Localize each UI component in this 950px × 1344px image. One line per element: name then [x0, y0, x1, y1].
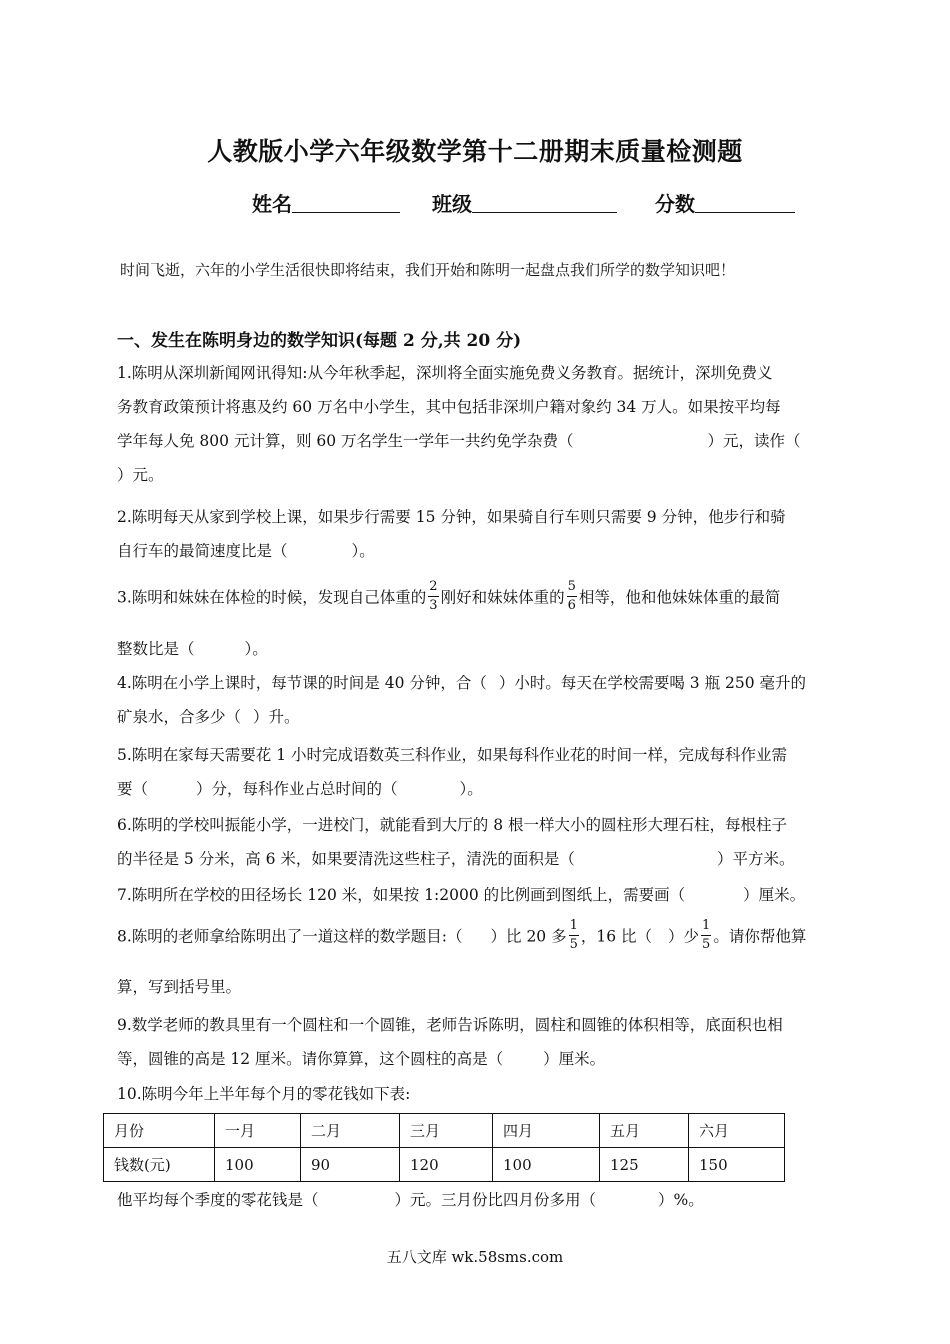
fraction-numerator: 2 — [428, 578, 438, 597]
fraction-denominator: 5 — [702, 937, 711, 952]
score-label: 分数 — [655, 192, 695, 216]
q3-text-e: ）。 — [244, 640, 268, 658]
question-7-line-1 — [117, 878, 839, 912]
table-cell: 三月 — [400, 1114, 493, 1148]
q9-text-b: ）厘米。 — [543, 1050, 606, 1068]
table-cell: 90 — [301, 1148, 400, 1182]
q4-text-a: 4.陈明在小学上课时，每节课的时间是 40 分钟，合（ — [117, 674, 487, 692]
class-blank — [472, 192, 617, 213]
q6-text-b: ）平方米。 — [716, 850, 795, 868]
question-5-line-1: 5.陈明在家每天需要花 1 小时完成语数英三科作业，如果每科作业花的时间一样，完成每科作业需 — [117, 746, 788, 764]
fraction-five-sixths — [567, 578, 577, 615]
q2-text-b: ）。 — [351, 542, 375, 560]
fraction-numerator: 1 — [569, 917, 579, 936]
fraction-one-fifth — [701, 917, 711, 954]
q5-text-b: ）分，每科作业占总时间的（ — [196, 780, 398, 798]
q5-text-c: ）。 — [459, 780, 483, 798]
question-10-line-1: 10.陈明今年上半年每个月的零花钱如下表: — [117, 1085, 411, 1103]
allowance-table — [103, 1113, 785, 1182]
question-3 — [117, 580, 839, 664]
table-cell: 钱数(元) — [104, 1148, 215, 1182]
class-field — [432, 188, 617, 217]
q10-text-a: 他平均每个季度的零花钱是（ — [117, 1191, 319, 1209]
question-4 — [117, 666, 839, 734]
fraction-numerator: 5 — [567, 578, 577, 597]
question-7 — [117, 878, 839, 912]
table-cell: 一月 — [215, 1114, 301, 1148]
question-6 — [117, 808, 839, 876]
question-8 — [117, 919, 839, 1002]
table-cell: 120 — [400, 1148, 493, 1182]
table-cell: 六月 — [689, 1114, 785, 1148]
question-1-line-4: ）元。 — [117, 466, 164, 484]
q6-text-a: 的半径是 5 分米，高 6 米，如果要清洗这些柱子，清洗的面积是（ — [117, 850, 575, 868]
q4-text-b: ）小时。每天在学校需要喝 3 瓶 250 毫升的 — [498, 674, 807, 692]
q10-text-b: ）元。三月份比四月份多用（ — [394, 1191, 597, 1209]
table-cell: 100 — [493, 1148, 600, 1182]
q10-text-c: ）%。 — [658, 1191, 704, 1209]
question-4-line-2 — [117, 700, 839, 734]
name-field — [252, 188, 400, 217]
question-9 — [117, 1008, 839, 1076]
question-8-line-1 — [117, 919, 839, 956]
question-6-line-1: 6.陈明的学校叫振能小学，一进校门，就能看到大厅的 8 根一样大小的圆柱形大理石柱，每根柱子 — [117, 816, 788, 834]
q7-text-b: ）厘米。 — [743, 886, 806, 904]
table-cell: 二月 — [301, 1114, 400, 1148]
question-2-line-2 — [117, 534, 839, 568]
intro-text: 时间飞逝，六年的小学生活很快即将结束，我们开始和陈明一起盘点我们所学的数学知识吧！ — [120, 261, 736, 279]
q1-text-b: ）元，读作（ — [707, 432, 801, 450]
question-3-line-2 — [117, 634, 839, 664]
question-2 — [117, 500, 839, 568]
q8-text-d: ）少 — [668, 927, 700, 946]
q5-text-a: 要（ — [117, 780, 149, 798]
score-field — [655, 188, 795, 217]
q9-text-a: 等，圆锥的高是 12 厘米。请你算算，这个圆柱的高是（ — [117, 1050, 504, 1068]
question-5-line-2 — [117, 772, 839, 806]
table-row — [104, 1148, 785, 1182]
q8-text-b: ）比 20 多 — [490, 927, 567, 946]
score-blank — [695, 192, 795, 213]
q8-text-a: 8.陈明的老师拿给陈明出了一道这样的数学题目:（ — [117, 927, 463, 946]
q8-text-c: ，16 比（ — [580, 927, 653, 946]
question-5 — [117, 738, 839, 806]
class-label: 班级 — [432, 192, 472, 216]
name-label: 姓名 — [252, 192, 292, 216]
footer-watermark: 五八文库 wk.58sms.com — [386, 1248, 564, 1266]
question-9-line-1: 9.数学老师的教具里有一个圆柱和一个圆锥，老师告诉陈明，圆柱和圆锥的体积相等，底面积也相 — [117, 1016, 783, 1034]
q3-text-c: 相等，他和他妹妹体重的最简 — [578, 588, 781, 607]
q1-text-a: 学年每人免 800 元计算，则 60 万名学生一学年一共约免学杂费（ — [117, 432, 574, 450]
table-cell: 125 — [600, 1148, 689, 1182]
table-cell: 四月 — [493, 1114, 600, 1148]
question-8-line-2: 算，写到括号里。 — [117, 978, 242, 996]
table-cell: 100 — [215, 1148, 301, 1182]
q4-text-c: 矿泉水，合多少（ — [117, 708, 242, 726]
q3-text-d: 整数比是（ — [117, 640, 195, 658]
q3-text-a: 3.陈明和妹妹在体检的时候，发现自己体重的 — [117, 588, 427, 607]
q7-text-a: 7.陈明所在学校的田径场长 120 米，如果按 1:2000 的比例画到图纸上，需要画（ — [117, 886, 686, 904]
question-1-line-2: 务教育政策预计将惠及约 60 万名中小学生，其中包括非深圳户籍对象约 34 万人。如果按平均每 — [117, 398, 781, 416]
fraction-two-thirds — [428, 578, 438, 615]
q8-text-e: 。请你帮他算 — [713, 927, 807, 946]
fraction-numerator: 1 — [701, 917, 711, 936]
table-cell: 150 — [689, 1148, 785, 1182]
fraction-denominator: 3 — [429, 598, 438, 613]
question-4-line-1 — [117, 666, 839, 700]
question-1 — [117, 356, 839, 492]
fraction-denominator: 5 — [569, 937, 578, 952]
table-cell: 五月 — [600, 1114, 689, 1148]
q3-text-b: 刚好和妹妹体重的 — [440, 588, 565, 607]
question-3-line-1 — [117, 580, 839, 617]
question-9-line-2 — [117, 1042, 839, 1076]
question-6-line-2 — [117, 842, 839, 876]
question-2-line-1: 2.陈明每天从家到学校上课，如果步行需要 15 分钟，如果骑自行车则只需要 9 分钟，他步行和骑 — [117, 508, 786, 526]
question-10 — [117, 1077, 839, 1111]
section-heading: 一、发生在陈明身边的数学知识(每题 2 分,共 20 分) — [117, 331, 522, 351]
fraction-denominator: 6 — [567, 598, 576, 613]
question-10-line-2 — [117, 1183, 839, 1217]
table-cell: 月份 — [104, 1114, 215, 1148]
question-10-followup — [117, 1183, 839, 1217]
q2-text-a: 自行车的最简速度比是（ — [117, 542, 288, 560]
page-title: 人教版小学六年级数学第十二册期末质量检测题 — [207, 137, 743, 166]
fraction-one-fifth — [569, 917, 579, 954]
table-header-row — [104, 1114, 785, 1148]
question-1-line-1: 1.陈明从深圳新闻网讯得知:从今年秋季起，深圳将全面实施免费义务教育。据统计，深圳免费义 — [117, 364, 773, 382]
name-blank — [292, 192, 400, 213]
q4-text-d: ）升。 — [253, 708, 300, 726]
question-1-line-3 — [117, 424, 839, 458]
